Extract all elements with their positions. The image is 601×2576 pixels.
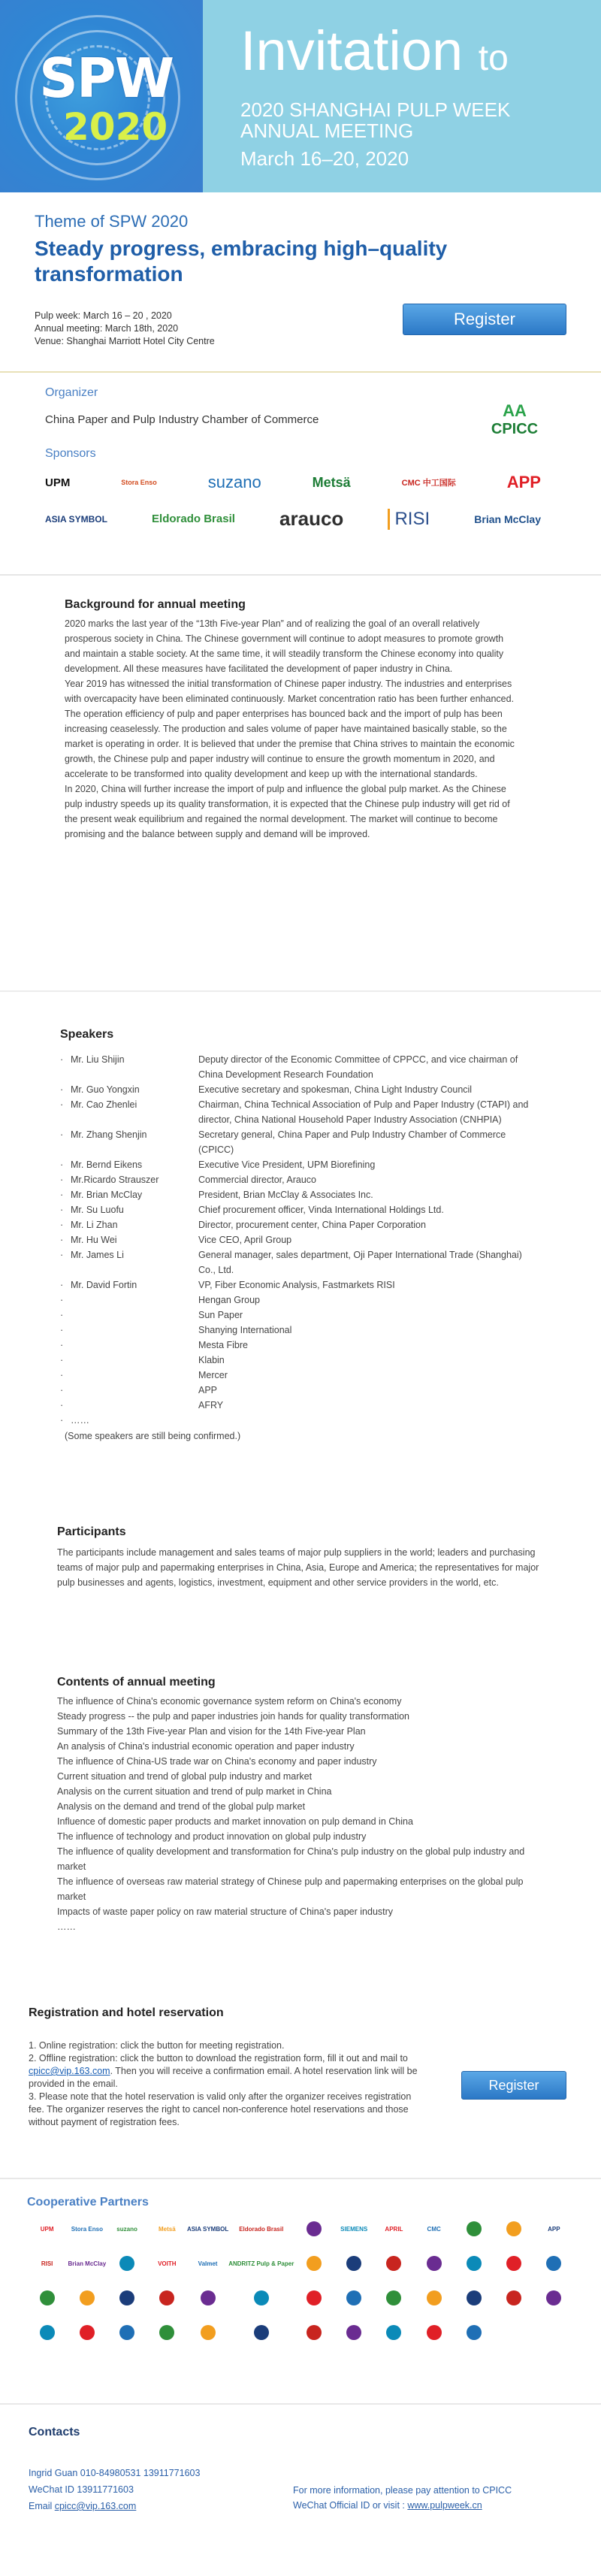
speaker-name <box>71 1398 198 1413</box>
registration-title: Registration and hotel reservation <box>29 2006 224 2019</box>
website-line <box>293 2498 512 2513</box>
partner-logo-mark <box>40 2290 55 2305</box>
sponsor-logo-cmc: CMC 中工国际 <box>401 479 456 488</box>
partner-logo <box>454 2254 494 2272</box>
partner-logo-mark <box>506 2256 521 2271</box>
partner-logo-mark <box>307 2325 322 2340</box>
partner-logo-mark <box>307 2221 322 2236</box>
speaker-role: Chief procurement officer, Vinda International Holdings Ltd. <box>198 1205 444 1215</box>
speaker-role: Sun Paper <box>198 1310 243 1320</box>
partners-label: Cooperative Partners <box>27 2196 149 2209</box>
partner-logo <box>27 2324 67 2342</box>
event-line: ANNUAL MEETING <box>240 119 414 142</box>
contents-item: The influence of technology and product innovation on global pulp industry <box>57 1831 367 1842</box>
theme-section <box>0 192 601 373</box>
contact-wechat: WeChat ID 13911771603 <box>29 2484 134 2495</box>
partner-logo <box>67 2324 107 2342</box>
speaker-list <box>60 1052 566 1428</box>
partner-logo-mark <box>80 2290 95 2305</box>
contents-item: Current situation and trend of global pulp industry and market <box>57 1771 313 1782</box>
speaker-role: Executive Vice President, UPM Biorefining <box>198 1160 376 1170</box>
partner-logo-mark <box>159 2325 174 2340</box>
partner-logo-mark <box>201 2325 216 2340</box>
partner-logo <box>228 2289 294 2307</box>
partner-logo <box>494 2289 534 2307</box>
theme-title: Steady progress, embracing high–quality transformation <box>35 237 448 286</box>
speaker-row <box>60 1413 566 1428</box>
partner-logo-mark <box>386 2256 401 2271</box>
partner-logo: Eldorado Brasil <box>239 2225 284 2233</box>
annual-meeting-date: Annual meeting: March 18th, 2020 <box>35 323 179 334</box>
background-title: Background for annual meeting <box>65 598 246 611</box>
paragraph: Year 2019 has witnessed the initial transformation of Chinese paper industry. The industries and enterprises with overcapacity have been eliminated continuously. Market concentration ratio has been further enhanced. The operation efficiency of pulp and paper enterprises has bounced back and the import of pulp has been increasing ceaselessly. The production and sales volume of paper have maintained basically stable, so the market is operating in order. It is believed that under the premise that China strives to maintain the economic growth, the Chinese pulp and paper industry will continue to ensure the growth momentum in 2020, and accelerate to be transformed into quality development and keep up with the international standards. <box>65 679 515 779</box>
partner-logo <box>294 2254 334 2272</box>
partner-logo <box>294 2289 334 2307</box>
speaker-name <box>71 1308 198 1323</box>
bullet: · <box>60 1129 64 1140</box>
speaker-name: Mr. Li Zhan <box>71 1220 118 1230</box>
speaker-name: Mr. Cao Zhenlei <box>71 1099 137 1110</box>
partner-logo-mark <box>307 2256 322 2271</box>
partner-logo <box>374 2254 414 2272</box>
bullet: · <box>60 1415 64 1426</box>
more-info <box>293 2483 512 2513</box>
bullet: · <box>60 1310 64 1320</box>
background-section <box>0 576 601 992</box>
partner-logo-mark <box>506 2221 521 2236</box>
speaker-name <box>71 1323 198 1338</box>
speaker-role: Shanying International <box>198 1325 292 1335</box>
partner-logo: Valmet <box>198 2260 218 2267</box>
background-text <box>65 616 515 842</box>
contents-list <box>57 1694 538 1934</box>
bullet: · <box>60 1295 64 1305</box>
contents-item: Impacts of waste paper policy on raw material structure of China's paper industry <box>57 1906 394 1917</box>
speaker-role: General manager, sales department, Oji Paper International Trade (Shanghai) Co., Ltd. <box>198 1250 522 1275</box>
partner-logo-mark <box>346 2290 361 2305</box>
contents-item: The influence of China-US trade war on China's economy and paper industry <box>57 1756 377 1767</box>
registration-item: 1. Online registration: click the button for meeting registration. <box>29 2040 285 2051</box>
partner-logo <box>494 2220 534 2238</box>
event-line: 2020 SHANGHAI PULP WEEK <box>240 98 511 121</box>
register-button[interactable]: Register <box>461 2071 566 2100</box>
speaker-name: Mr. Guo Yongxin <box>71 1084 140 1095</box>
partner-logo-mark <box>386 2290 401 2305</box>
partner-logo-mark <box>506 2290 521 2305</box>
speaker-name: Mr. Bernd Eikens <box>71 1160 143 1170</box>
venue: Venue: Shanghai Marriott Hotel City Centre <box>35 336 215 346</box>
partner-logo <box>334 2324 374 2342</box>
partner-logo-mark <box>546 2256 561 2271</box>
partner-logo <box>414 2289 454 2307</box>
contents-item: …… <box>57 1921 76 1932</box>
partner-logo: ANDRITZ Pulp & Paper <box>228 2260 294 2267</box>
partner-logo <box>27 2289 67 2307</box>
speaker-name: Mr. David Fortin <box>71 1280 137 1290</box>
speaker-row <box>60 1247 566 1277</box>
invitation-to: to <box>478 38 509 78</box>
paragraph: In 2020, China will further increase the import of pulp and influence the global pulp market. As the Chinese pulp industry speeds up its quality transformation, it is expected that the Chinese pulp industry will get rid of the present weak equilibrium and regained the normal development. The market will continue to become promising and the balance between supply and demand will be improved. <box>65 784 510 839</box>
organizer-section <box>0 373 601 576</box>
participants-title: Participants <box>57 1525 126 1538</box>
partner-logo: ASIA SYMBOL <box>186 2225 229 2233</box>
sponsor-logo-eldorado: Eldorado Brasil <box>152 512 235 525</box>
contents-item: Influence of domestic paper products and market innovation on pulp demand in China <box>57 1816 413 1827</box>
speakers-section <box>0 992 601 1503</box>
partner-logo-mark <box>346 2325 361 2340</box>
partner-logo-grid <box>27 2220 574 2342</box>
sponsor-logo-stora-enso: Stora Enso <box>121 479 157 486</box>
partner-logo <box>147 2324 187 2342</box>
partner-logo-mark <box>467 2325 482 2340</box>
bullet: · <box>60 1054 64 1065</box>
partner-logo <box>187 2324 228 2342</box>
speaker-role: APP <box>198 1385 218 1395</box>
partner-logo: APRIL <box>385 2225 403 2233</box>
partner-logo-mark <box>201 2290 216 2305</box>
partner-logo: UPM <box>40 2225 54 2233</box>
participants-text: The participants include management and sales teams of major pulp suppliers in the world; leaders and purchasing teams of major pulp and papermaking enterprises in China, Asia, Europe and America; the representatives for major pulp businesses and agents, logistics, investment, equipment and other service providers in the world, etc. <box>57 1547 539 1588</box>
partner-logo: APP <box>548 2225 560 2233</box>
partner-logo-mark <box>119 2290 134 2305</box>
sponsor-row <box>45 507 541 531</box>
speaker-row <box>60 1368 566 1383</box>
logo-year: 2020 <box>63 105 168 149</box>
partner-logo-mark <box>80 2325 95 2340</box>
partner-logo-mark <box>159 2290 174 2305</box>
partner-logo <box>67 2289 107 2307</box>
bullet: · <box>60 1355 64 1365</box>
website-label: WeChat Official ID or visit : <box>293 2500 408 2511</box>
invitation-word: Invitation <box>240 20 464 82</box>
speaker-row <box>60 1293 566 1308</box>
speaker-row <box>60 1277 566 1293</box>
contents-item: The influence of China's economic governance system reform on China's economy <box>57 1696 402 1707</box>
partner-logo: VOITH <box>158 2260 177 2267</box>
partner-logo: RISI <box>41 2260 53 2267</box>
partners-section <box>0 2179 601 2405</box>
partner-logo: Brian McClay <box>68 2260 107 2267</box>
speaker-name: Mr. Zhang Shenjin <box>71 1129 147 1140</box>
partner-logo <box>228 2324 294 2342</box>
contacts-section <box>0 2405 601 2576</box>
speaker-row <box>60 1308 566 1323</box>
speaker-role: President, Brian McClay & Associates Inc. <box>198 1190 373 1200</box>
partner-logo: Stora Enso <box>71 2225 103 2233</box>
bullet: · <box>60 1205 64 1215</box>
speaker-row <box>60 1353 566 1368</box>
partner-logo <box>294 2324 334 2342</box>
contents-section <box>0 1661 601 1984</box>
sponsor-logo-metsa: Metsä <box>312 474 351 490</box>
speaker-row <box>60 1383 566 1398</box>
sponsor-logo-app: APP <box>506 473 541 491</box>
spw-logo <box>0 0 203 192</box>
bullet: · <box>60 1160 64 1170</box>
partner-logo-mark <box>119 2256 134 2271</box>
bullet: · <box>60 1370 64 1380</box>
speaker-role: Hengan Group <box>198 1295 261 1305</box>
hero-banner <box>0 0 601 192</box>
bullet: · <box>60 1084 64 1095</box>
organizer-name: China Paper and Pulp Industry Chamber of Commerce <box>45 413 319 426</box>
bullet: · <box>60 1099 64 1110</box>
bullet: · <box>60 1340 64 1350</box>
bullet: · <box>60 1175 64 1185</box>
partner-logo: suzano <box>116 2225 137 2233</box>
partner-logo <box>334 2289 374 2307</box>
speakers-title: Speakers <box>60 1028 114 1041</box>
speaker-name: Mr. Liu Shijin <box>71 1054 125 1065</box>
logo-text: SPW <box>39 47 174 110</box>
speaker-row <box>60 1217 566 1232</box>
speaker-role <box>198 1413 529 1428</box>
speaker-row <box>60 1172 566 1187</box>
partner-logo: CMC <box>427 2225 441 2233</box>
speaker-role: AFRY <box>198 1400 224 1410</box>
partner-logo: SIEMENS <box>340 2225 368 2233</box>
contents-item: Analysis on the demand and trend of the global pulp market <box>57 1801 306 1812</box>
speaker-row <box>60 1398 566 1413</box>
sponsor-logo-asia-symbol: ASIA SYMBOL <box>45 513 107 525</box>
contents-item: Summary of the 13th Five-year Plan and vision for the 14th Five-year Plan <box>57 1726 366 1737</box>
speaker-name: …… <box>71 1415 89 1426</box>
bullet: · <box>60 1250 64 1260</box>
speaker-name: Mr. Hu Wei <box>71 1235 117 1245</box>
speaker-role: Director, procurement center, China Paper Corporation <box>198 1220 426 1230</box>
speaker-role: Deputy director of the Economic Committee of CPPCC, and vice chairman of China Development Research Foundation <box>198 1054 518 1080</box>
sponsor-logo-brian-mcclay: Brian McClay <box>474 512 541 525</box>
partner-logo <box>454 2220 494 2238</box>
partner-logo <box>147 2289 187 2307</box>
partner-logo <box>374 2289 414 2307</box>
partner-logo <box>107 2324 146 2342</box>
partner-logo-mark <box>40 2325 55 2340</box>
sponsor-logo-suzano: suzano <box>207 473 261 491</box>
partner-logo <box>454 2289 494 2307</box>
registration-item: 3. Please note that the hotel reservation is valid only after the organizer receives registration fee. The organizer reserves the right to cancel non-conference hotel reservations and those without payment of registration fees. <box>29 2091 412 2127</box>
bullet: · <box>60 1385 64 1395</box>
speaker-role: VP, Fiber Economic Analysis, Fastmarkets RISI <box>198 1280 395 1290</box>
partner-logo <box>414 2254 454 2272</box>
partner-logo <box>414 2324 454 2342</box>
bullet: · <box>60 1325 64 1335</box>
website-link[interactable]: www.pulpweek.cn <box>407 2500 482 2511</box>
partner-logo <box>187 2289 228 2307</box>
partner-logo-mark <box>307 2290 322 2305</box>
theme-label: Theme of SPW 2020 <box>35 212 189 231</box>
cpicc-logo <box>481 401 548 438</box>
email-link[interactable]: cpicc@vip.163.com <box>29 2066 110 2076</box>
contents-item: The influence of overseas raw material strategy of Chinese pulp and papermaking enterprises on the global pulp market <box>57 1876 524 1902</box>
speaker-row <box>60 1082 566 1097</box>
cpicc-mark: AA <box>503 401 527 420</box>
speaker-row <box>60 1157 566 1172</box>
partner-logo <box>454 2324 494 2342</box>
bullet: · <box>60 1220 64 1230</box>
register-button[interactable]: Register <box>403 304 566 335</box>
speaker-name <box>71 1338 198 1353</box>
partner-logo <box>534 2289 574 2307</box>
speaker-role: Vice CEO, April Group <box>198 1235 292 1245</box>
email-label: Email <box>29 2501 55 2511</box>
hero-text <box>203 0 601 192</box>
pulp-week-dates: Pulp week: March 16 – 20 , 2020 <box>35 310 172 321</box>
partner-logo <box>107 2289 146 2307</box>
contents-title: Contents of annual meeting <box>57 1676 216 1689</box>
event-dates: March 16–20, 2020 <box>240 147 409 170</box>
text: . Then you will receive a confirmation email. A hotel reservation link will be provided in the email. <box>29 2066 418 2089</box>
partner-logo-mark <box>467 2290 482 2305</box>
partner-logo <box>107 2254 146 2272</box>
more-info-text: For more information, please pay attention to CPICC <box>293 2485 512 2496</box>
speaker-name <box>71 1368 198 1383</box>
partner-logo <box>534 2254 574 2272</box>
contents-item: The influence of quality development and transformation for China's pulp industry on the global pulp industry and market <box>57 1846 525 1872</box>
event-name <box>240 99 601 141</box>
bullet: · <box>60 1235 64 1245</box>
registration-text <box>29 2039 419 2129</box>
bullet: · <box>60 1190 64 1200</box>
contents-item: An analysis of China's industrial economic operation and paper industry <box>57 1741 355 1752</box>
partner-logo-mark <box>254 2290 269 2305</box>
partner-logo-mark <box>346 2256 361 2271</box>
partner-logo-mark <box>427 2325 442 2340</box>
speaker-row <box>60 1338 566 1353</box>
sponsor-logo-arauco: arauco <box>279 507 344 530</box>
contents-item: Steady progress -- the pulp and paper industries join hands for quality transformation <box>57 1711 410 1722</box>
sponsors-label: Sponsors <box>45 447 96 460</box>
speaker-row <box>60 1202 566 1217</box>
speaker-name: Mr. Brian McClay <box>71 1190 143 1200</box>
text: 2. Offline registration: click the button to download the registration form, fill it out and mail to <box>29 2053 408 2064</box>
contacts-title: Contacts <box>29 2426 80 2438</box>
speaker-role: Chairman, China Technical Association of Pulp and Paper Industry (CTAPI) and director, China National Household Paper Industry Association (CNHPIA) <box>198 1099 529 1125</box>
speaker-row <box>60 1097 566 1127</box>
cpicc-logo-text: CPICC <box>491 421 539 437</box>
speaker-row <box>60 1323 566 1338</box>
sponsor-row <box>45 473 541 492</box>
partner-logo <box>294 2220 334 2238</box>
bullet: · <box>60 1280 64 1290</box>
speaker-name <box>71 1353 198 1368</box>
partner-logo <box>494 2254 534 2272</box>
speaker-name <box>71 1383 198 1398</box>
paragraph: 2020 marks the last year of the “13th Five-year Plan” and of realizing the goal of an overall relatively prosperous society in China. The Chinese government will continue to adopt measures to promote growth and maintain a stable society. At the same time, it will steadily transform the Chinese economy into quality development. All these measures have facilitated the development of paper industry in China. <box>65 618 504 674</box>
speaker-name: Mr. James Li <box>71 1250 124 1260</box>
speaker-row <box>60 1232 566 1247</box>
speaker-name: Mr. Su Luofu <box>71 1205 124 1215</box>
partner-logo <box>374 2324 414 2342</box>
speaker-role: Mercer <box>198 1370 228 1380</box>
speaker-row <box>60 1187 566 1202</box>
speaker-role: Commercial director, Arauco <box>198 1175 317 1185</box>
partner-logo-mark <box>119 2325 134 2340</box>
partner-logo-mark <box>427 2256 442 2271</box>
partner-logo <box>334 2254 374 2272</box>
speaker-role: Secretary general, China Paper and Pulp Industry Chamber of Commerce (CPICC) <box>198 1129 506 1155</box>
speaker-name: Mr.Ricardo Strauszer <box>71 1175 159 1185</box>
speaker-role: Executive secretary and spokesman, China Light Industry Council <box>198 1084 473 1095</box>
partner-logo: Metsä <box>158 2225 176 2233</box>
partner-logo-mark <box>427 2290 442 2305</box>
speaker-role: Mesta Fibre <box>198 1340 248 1350</box>
partner-logo-mark <box>386 2325 401 2340</box>
invitation-heading <box>240 20 601 87</box>
email-link[interactable]: cpicc@vip.163.com <box>54 2501 137 2511</box>
speakers-note: (Some speakers are still being confirmed.) <box>65 1431 241 1441</box>
sponsor-logo-upm: UPM <box>45 476 71 489</box>
bullet: · <box>60 1400 64 1410</box>
speaker-role: Klabin <box>198 1355 225 1365</box>
registration-section <box>0 1984 601 2179</box>
speaker-row <box>60 1052 566 1082</box>
partner-logo-mark <box>467 2221 482 2236</box>
organizer-label: Organizer <box>45 386 98 399</box>
registration-item <box>29 2052 419 2091</box>
speaker-name <box>71 1293 198 1308</box>
partner-logo-mark <box>546 2290 561 2305</box>
contact-phone: Ingrid Guan 010-84980531 13911771603 <box>29 2468 201 2478</box>
partner-logo-mark <box>254 2325 269 2340</box>
contents-item: Analysis on the current situation and trend of pulp market in China <box>57 1786 332 1797</box>
participants-section <box>0 1503 601 1661</box>
sponsor-logo-risi: RISI <box>388 509 430 530</box>
speaker-row <box>60 1127 566 1157</box>
partner-logo-mark <box>467 2256 482 2271</box>
